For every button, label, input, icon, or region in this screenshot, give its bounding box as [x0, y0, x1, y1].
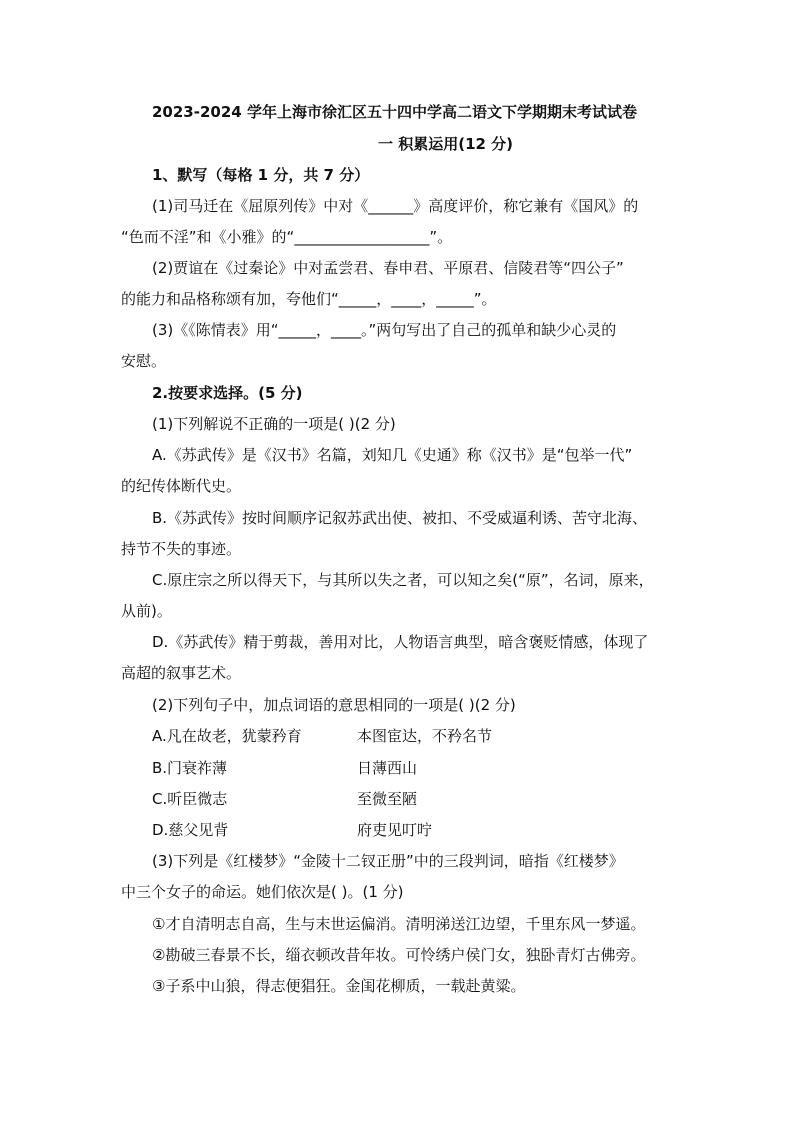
q1-item3-line2: 安慰。 — [121, 352, 167, 370]
q2-option-c-line2: 从前)。 — [121, 602, 172, 620]
q2-option-d-line1: D.《苏武传》精于剪裁，善用对比，人物语言典型，暗含褒贬情感，体现了 — [152, 633, 649, 651]
q2-option-d-line2: 高超的叙事艺术。 — [121, 664, 242, 682]
pair-c-right: 至微至陋 — [357, 790, 418, 808]
q2-sub3-line1: (3)下列是《红楼梦》“金陵十二钗正册”中的三段判词，暗指《红楼梦》 — [152, 852, 624, 870]
q1-item1-line2: “色而不淫”和《小雅》的“__________________”。 — [121, 228, 453, 246]
pair-d-left: D.慈父见背 — [152, 821, 229, 839]
q2-sub2: (2)下列句子中，加点词语的意思相同的一项是( )(2 分) — [152, 696, 516, 714]
verse-3: ③子系中山狼，得志便猖狂。金闺花柳质，一载赴黄粱。 — [152, 977, 526, 995]
pair-b-left: B.门衰祚薄 — [152, 759, 228, 777]
question-1-heading: 1、默写（每格 1 分，共 7 分） — [152, 166, 370, 184]
q2-option-c-line1: C.原庄宗之所以得天下，与其所以失之者，可以知之矣(“原”，名词，原来， — [152, 571, 654, 589]
q2-sub1: (1)下列解说不正确的一项是( )(2 分) — [152, 415, 396, 433]
pair-c-left: C.听臣微志 — [152, 790, 228, 808]
q2-option-b-line2: 持节不失的事迹。 — [121, 540, 242, 558]
q2-option-b-line1: B.《苏武传》按时间顺序记叙苏武出使、被扣、不受威逼利诱、苦守北海、 — [152, 509, 648, 527]
exam-title: 2023-2024 学年上海市徐汇区五十四中学高二语文下学期期末考试试卷 — [152, 103, 637, 121]
verse-2: ②勘破三春景不长，缁衣顿改昔年妆。可怜绣户侯门女，独卧青灯古佛旁。 — [152, 946, 646, 964]
q1-item3-line1: (3)《《陈情表》用“_____，____。”两句写出了自己的孤单和缺少心灵的 — [152, 321, 617, 339]
question-2-heading: 2.按要求选择。(5 分) — [152, 384, 303, 402]
pair-d-right: 府吏见叮咛 — [357, 821, 433, 839]
pair-b-right: 日薄西山 — [357, 759, 418, 777]
q1-item2-line2: 的能力和品格称颂有加，夸他们“_____，____，_____”。 — [121, 290, 497, 308]
q2-option-a-line1: A.《苏武传》是《汉书》名篇，刘知几《史通》称《汉书》是“包举一代” — [152, 446, 633, 464]
section-heading: 一 积累运用(12 分) — [378, 135, 514, 153]
q2-sub3-line2: 中三个女子的命运。她们依次是( )。(1 分) — [121, 883, 404, 901]
q1-item2-line1: (2)贾谊在《过秦论》中对孟尝君、春申君、平原君、信陵君等“四公子” — [152, 259, 624, 277]
pair-a-right: 本图宦达，不矜名节 — [357, 727, 493, 745]
q1-item1-line1: (1)司马迁在《屈原列传》中对《______》高度评价，称它兼有《国风》的 — [152, 197, 639, 215]
pair-a-left: A.凡在故老，犹蒙矜育 — [152, 727, 302, 745]
verse-1: ①才自清明志自高，生与末世运偏消。清明涕送江边望，千里东风一梦遥。 — [152, 915, 646, 933]
q2-option-a-line2: 的纪传体断代史。 — [121, 477, 242, 495]
